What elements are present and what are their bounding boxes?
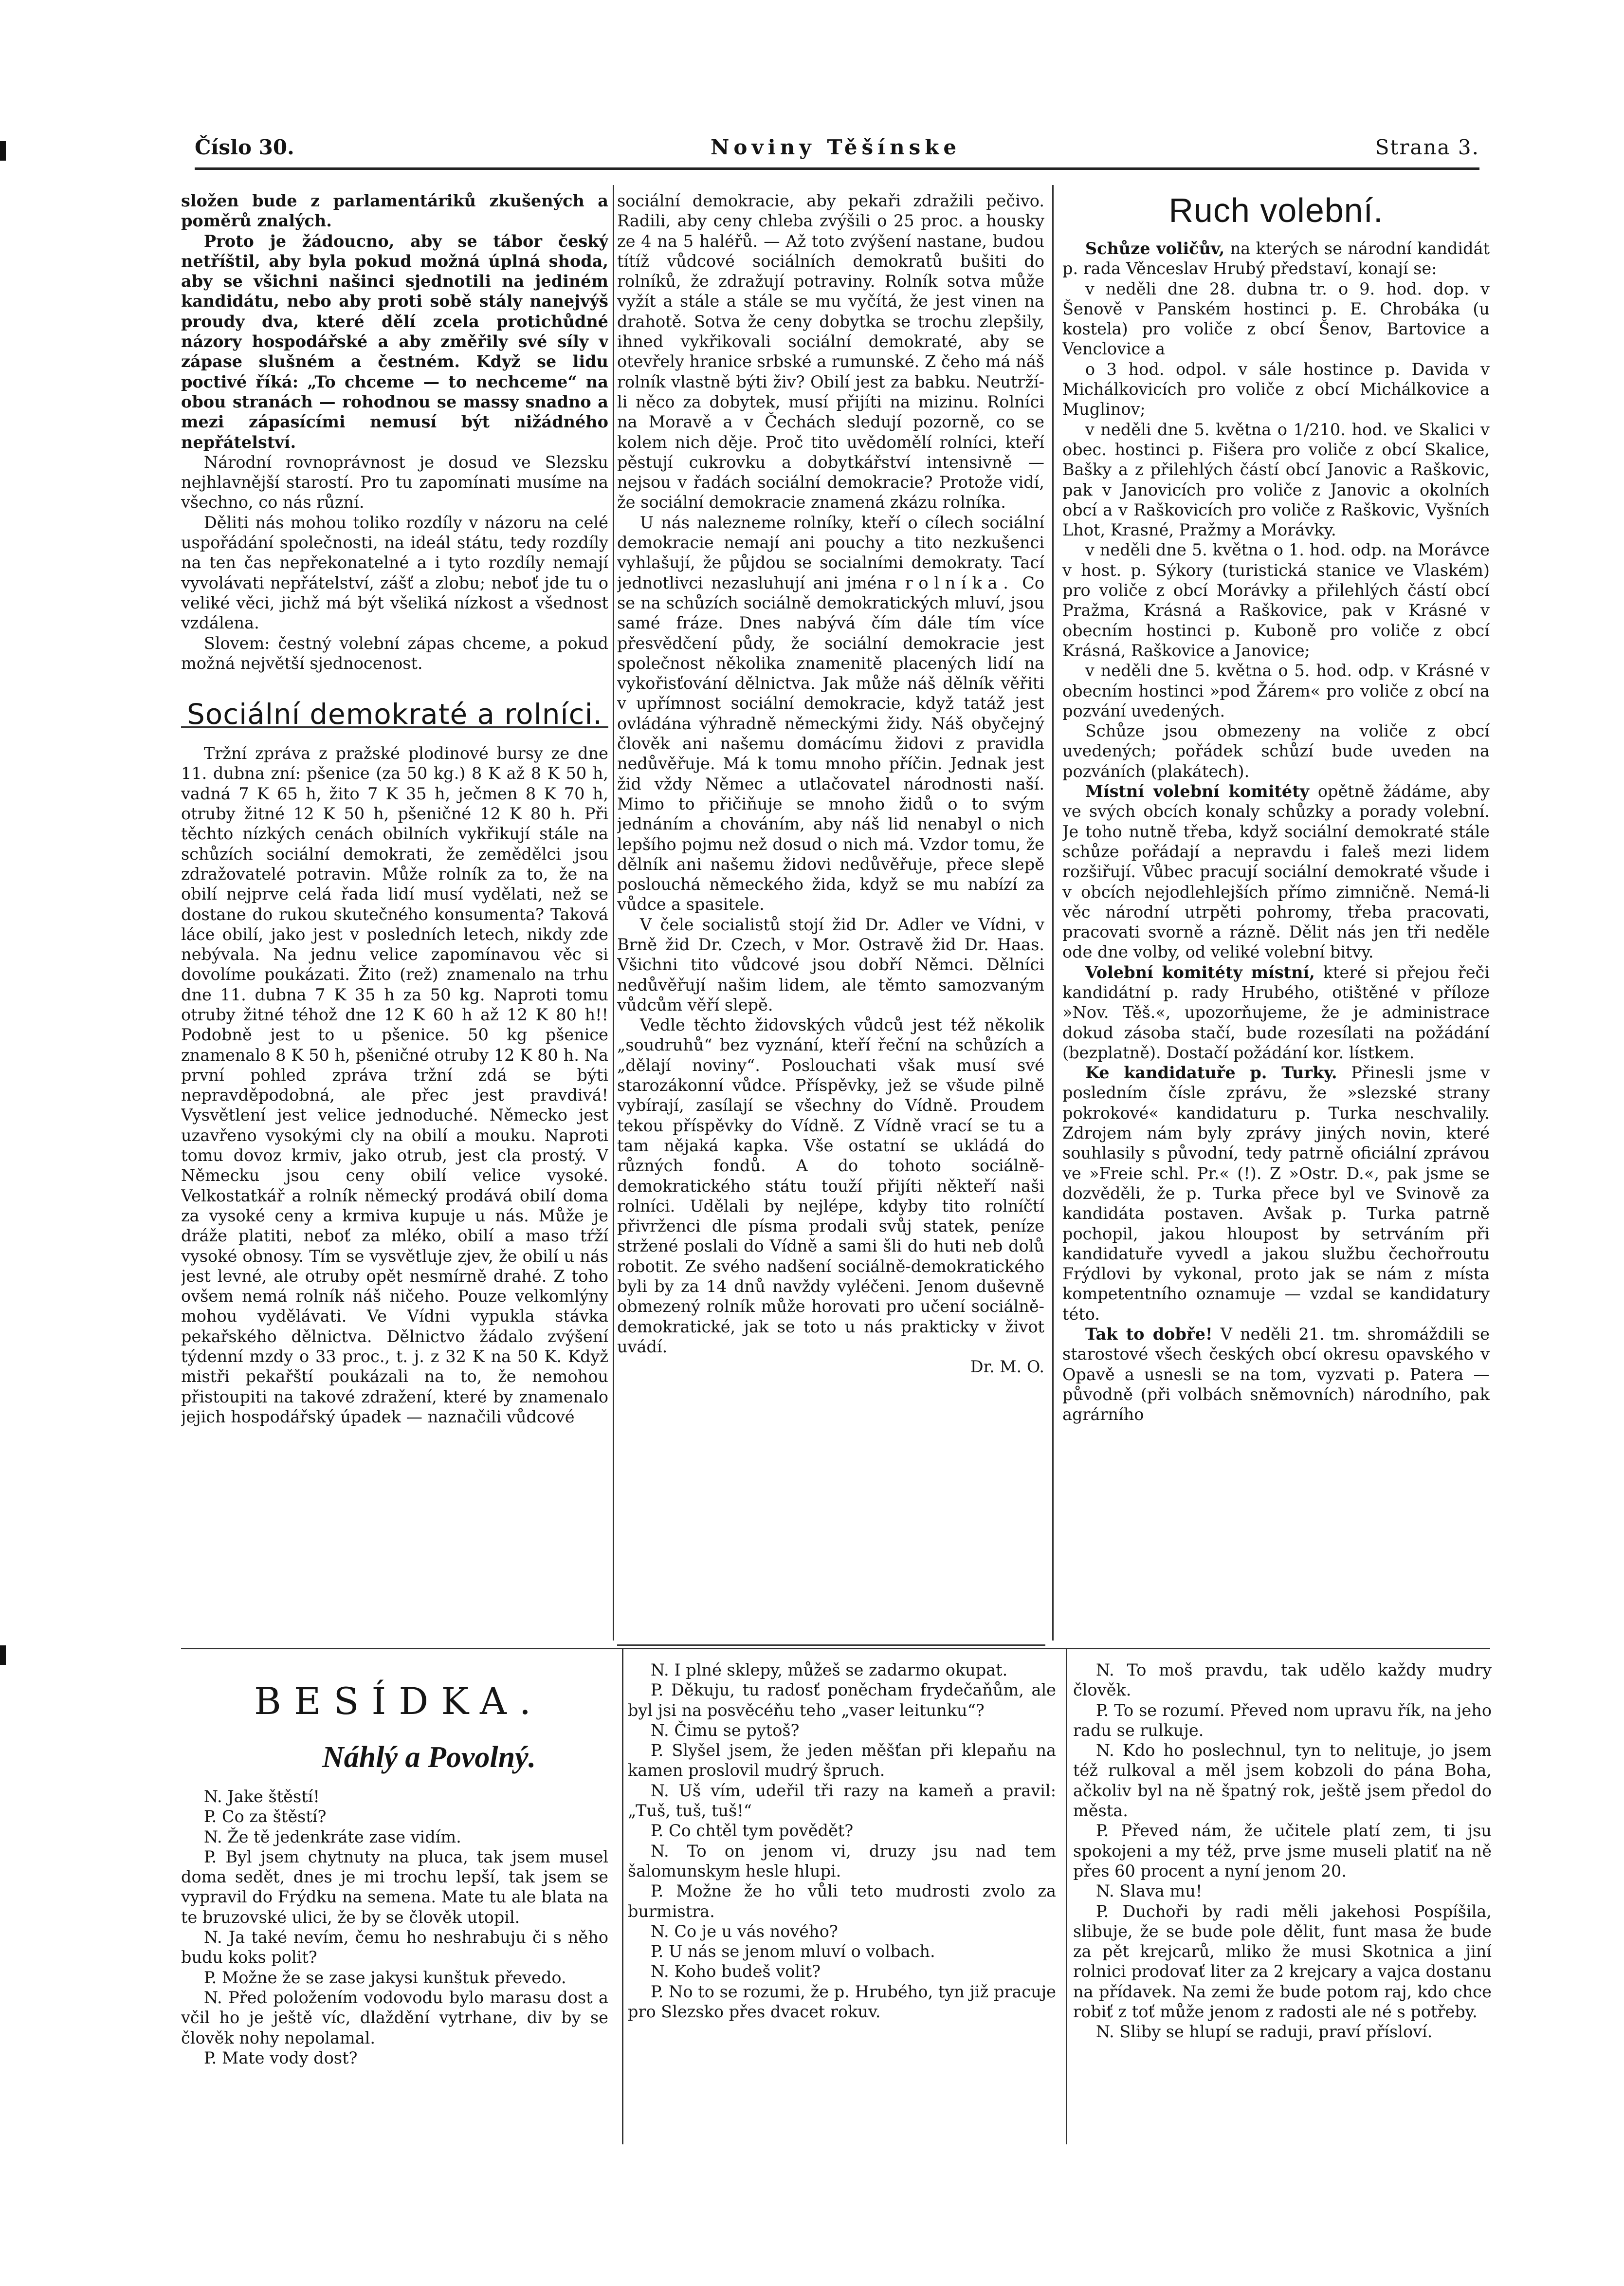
besidka-column-2 <box>628 1660 1056 2142</box>
article-paragraph: Proto je žádoucno, aby se tábor český netříštil, aby byla pokud možná úplná shoda, aby se všichni našinci sjednotili na jediném kandidátu, nebo aby proti sobě stály nanejvýš proudy dva, které dělí zcela protichůdné názory hospodářské a aby změřily své síly v zápase slušném a čestném. Když se lidu poctivé říká: „To chceme — to nechceme“ na obou stranách — rohodnou se massy snadno a mezi zápasícími nemusí být nižádného nepřátelství. <box>181 231 608 452</box>
dialogue-line: N. Že tě jedenkráte zase vidím. <box>203 1827 461 1846</box>
article-paragraph <box>617 513 1044 915</box>
article-paragraph: Tržní zpráva z pražské plodinové bursy ze dne 11. dubna zní: pšenice (za 50 kg.) 8 K až 8 K 50 h, vadná 7 K 65 h, žito 7 K 35 h, ječmen 8 K 70 h, otruby žitné 12 K 50 h, pšeničné 12 K 80 h. Při těchto nízkých cenách obilních vykřikují stále na schůzích sociální demokrati, že zemědělci jsou zdražovatelé potravin. Může rolník za to, že na obilí nejprve celá řada lidí musí vydělati, než se dostane do rukou skutečného konsumenta? Taková láce obilí, jako jest v posledních letech, nikdy zde nebývala. Na jednu velice zapomínavou věc si dovolíme poukázati. Žito (rež) znamenalo na trhu dne 11. dubna 7 K 35 h za 50 kg. Naproti tomu otruby žitné téhož dne 12 K 60 h až 12 K 80 h!! Podobně jest to u pšenice. 50 kg pšenice znamenalo 8 K 50 h, pšeničné otruby 12 K 80 h. Na první pohled zpráva tržní zdá se býti nepravděpodobná, ale přec jest pravdivá! Vysvětlení jest velice jednoduché. Německo jest uzavřeno vysokými cly na obilí a mouku. Naproti tomu dovoz krmiv, jako otrub, jest cla prostý. V Německu jsou ceny obilí velice vysoké. Velkostatkář a rolník německý prodává obilí doma za vysoké ceny a krmiva kupuje u nás. Může je dráže platiti, neboť za mléko, obilí a maso tŕží vysoké obnosy. Tím se vysvětluje zjev, že obilí u nás jest levné, ale otruby opět nesmírně drahé. Z toho ovšem nemá rolník náš ničeho. Pouze velkomlýny mohou vydělávati. Ve Vídni vypukla stávka pekařského dělnictva. Dělnictvo žádalo zvýšení týdenní mzdy o 33 proc., t. j. z 32 K na 50 K. Když mistři pekařští poukázali na to, že nemohou přistoupiti na takové zdražení, které by znamenalo jejich hospodářský úpadek — naznačili vůdcové <box>181 744 608 1426</box>
article-paragraph: Vedle těchto židovských vůdců jest též několik „soudruhů“ bez vyznání, kteří řeční na schůzích a „dělají noviny“. Poslouchati však musí své starozákonní vůdce. Příspěvky, jež se všude pilně vybírají, zasílají se všechny do Vídně. Proudem tekou příspěvky do Vídně. Z Vídně vrací se tu a tam nějaká kapka. Vše ostatní se ukládá do různých fondů. A do tohoto sociálně-demokratického státu touží přijíti někteří naši rolníci. Udělali by nejlépe, kdyby tito rolníčtí přivrženci dle písma prodali svůj statek, peníze stržené poslali do Vídně a sami šli do huti neb dolů robotit. Ze svého nadšení sociálně-demokratického byli by za 14 dnů navždy vyléčeni. Jenom duševně obmezený rolník může horovati pro učení sociálně-demokratické, jak se toto u nás prakticky v život uvádí. <box>617 1015 1044 1356</box>
dialogue-line: N. Uš vím, udeřil tři razy na kameň a pravil: „Tuš, tuš, tuš!“ <box>628 1781 1056 1821</box>
dialogue-line: N. Před položením vodovodu bylo marasu dost a včil ho je ještě víc, dlaždění vytrhane, div by se člověk nohy nepolamal. <box>181 1988 608 2047</box>
article-text: které si přejou řeči kandidátní p. rady Hrubého, otištěné v příloze »Nov. Těš.«, upozorňujeme, že je administrace dokud zásoba stačí, bude rozesílati na požádání (bezplatně). Dostačí požádání kor. lístkem. <box>1062 962 1490 1062</box>
article-column-2 <box>617 191 1044 1636</box>
page-header <box>195 135 1479 166</box>
article-paragraph: Národní rovnoprávnost je dosud ve Slezsku nejhlavnější starostí. Pro tu zapomínati musíme na všechno, co nás různí. <box>181 452 608 512</box>
article-text: na kterých se národní kandidát p. rada Věnceslav Hrubý představí, konají se: <box>1062 239 1490 278</box>
lead-phrase: Místní volební komitéty <box>1085 782 1310 801</box>
lead-phrase: Ke kandidatuře p. Turky. <box>1085 1063 1337 1083</box>
article-paragraph <box>1062 781 1490 962</box>
column-divider <box>622 1648 623 2144</box>
article-paragraph: složen bude z parlamentáriků zkušených a poměrů znalých. <box>181 191 608 231</box>
dialogue-line: P. Možne že se zase jakysi kunštuk převedo. <box>203 1968 566 1987</box>
article-paragraph <box>1062 239 1490 279</box>
lead-phrase: Tak to dobře! <box>1085 1325 1213 1344</box>
section-rule <box>181 1648 1490 1649</box>
newspaper-title: Noviny Těšínske <box>711 135 961 159</box>
article-text: U nás nalezneme rolníky, kteří o cílech sociální demokracie nemají ani pouchy a tito nezkušenci vyhlašují, že půjdou se socialními demokraty. Tací jednotlivci nezasluhují ani jména <box>617 513 1044 592</box>
article-paragraph: v neděli dne 5. května o 1. hod. odp. na Morávce v host. p. Sýkory (turistická stanice ve Vlaském) pro voliče z obcí Morávky a přilehlých částí obcí Pražma, Krásná a Raškovice, pak v Krásné v obecním hostinci p. Kuboně pro voliče z obcí Krásná, Raškovice a Janovice; <box>1062 540 1490 660</box>
dialogue-line: N. Sliby se hlupí se raduji, praví přísloví. <box>1095 2022 1433 2042</box>
article-paragraph: v neděli dne 5. května o 1/210. hod. ve Skalici v obec. hostinci p. Fišera pro voliče z obcí Skalice, Bašky a z přilehlých částí obcí Janovic a Raškovic, pak v Janovicích pro voliče z Janovic a okolních obcí a v Raškovicích pro voliče z Raškovic, Vyšních Lhot, Krasné, Pražmy a Morávky. <box>1062 420 1490 540</box>
dialogue-line: N. To on jenom vi, druzy jsu nad tem šalomunskym hesle hlupi. <box>628 1841 1056 1880</box>
article-paragraph: Schůze jsou obmezeny na voliče z obcí uvedených; pořádek schůzí bude uveden na pozváních (plakátech). <box>1062 721 1490 781</box>
dialogue-line: P. U nás se jenom mluví o volbach. <box>650 1942 935 1961</box>
article-column-3 <box>1062 191 1490 1641</box>
besidka-column-1 <box>181 1655 608 2142</box>
section-heading: Ruch volební. <box>1168 191 1384 229</box>
dialogue-line: P. Děkuju, tu radosť poněcham frydečaňům, ale byl jsi na posvěcéňu teho „vaser leitunku“? <box>628 1680 1056 1720</box>
article-paragraph: Slovem: čestný volební zápas chceme, a pokud možná největší sjednocenost. <box>181 633 608 673</box>
dialogue-line: P. Možne že ho vůli teto mudrosti zvolo za burmistra. <box>628 1881 1056 1921</box>
dialogue-line: P. Duchoři by radi měli jakehosi Pospíšila, slibuje, že se bude pole dělit, funt masa že bude za pět krejcarů, mliko že musi Skotnica a jiní rolnici prodovať liter za 2 krejcary a vajca dostanu na přídavek. Na zemi že bude potom raj, kdo chce robiť z toť může jenom z radosti ale né s potřeby. <box>1073 1901 1492 2022</box>
lead-phrase: Schůze voličův, <box>1085 239 1225 258</box>
margin-mark <box>0 1645 6 1665</box>
column-divider <box>613 185 614 1641</box>
lead-phrase: Volební komitéty místní, <box>1085 962 1315 982</box>
column-divider <box>1052 185 1054 1641</box>
dialogue-line: P. Převed nám, že učitele platí zem, ti jsu spokojeni a my též, prve jsme museli platiť na ně přes 60 procent a nyní jenom 20. <box>1073 1821 1492 1880</box>
column-divider <box>1066 1648 1067 2144</box>
dialogue-line: N. Čimu se pytoš? <box>650 1720 800 1740</box>
article-paragraph <box>1062 1063 1490 1324</box>
spaced-word: rolníka. <box>905 573 1014 592</box>
dialogue-line: P. Co chtěl tym povědět? <box>650 1821 854 1841</box>
header-rule <box>195 167 1479 170</box>
dialogue-line: N. Koho budeš volit? <box>650 1962 821 1981</box>
article-paragraph: V čele socialistů stojí žid Dr. Adler ve Vídni, v Brně žid Dr. Czech, v Mor. Ostravě žid Dr. Haas. Všichni tito vůdcové jsou dobří Němci. Dělníci nedůvěřují našim lidem, ale těmto samozvaným vůdcům věří slepě. <box>617 915 1044 1014</box>
dialogue-line: P. Co za štěstí? <box>203 1807 327 1826</box>
dialogue-line: N. Jake štěstí! <box>203 1787 320 1806</box>
article-paragraph <box>1062 962 1490 1063</box>
article-text: Přinesli jsme v posledním čísle zprávu, že »slezské strany pokrokové« kandidaturu p. Turka neschvalily. Zdrojem nám byly zprávy jiných novin, které souhlasily s původní, tedy patrně oficiální zprávou ve »Freie schl. Pr.« (!). Z »Ostr. D.«, pak jsme se dozvěděli, že p. Turka přece byl ve Svinově za kandidáta postaven. Avšak p. Turka patrně pochopil, jakou hloupost by setrváním při kandidatuře vyvedl a jakou službu čechořroutu Frýdlovi by vykonal, proto jak se nám z místa kompetentního oznamuje — vzdal se kandidatury této. <box>1062 1063 1490 1324</box>
article-paragraph: v neděli dne 28. dubna tr. o 9. hod. dop. v Šenově v Panském hostinci p. E. Chrobáka (u kostela) pro voliče z obcí Šenov, Bartovice a Venclovice a <box>1062 279 1490 359</box>
article-paragraph: Děliti nás mohou toliko rozdíly v názoru na celé uspořádání společnosti, na ideál státu, tedy rozdíly na ten čas nepřekonatelné a i tyto rozdíly nemají vyvolávati nepřátelství, zášť a zlobu; neboť jde tu o veliké věci, jichž má být všeliká nízkost a všednost vzdálena. <box>181 513 608 633</box>
article-paragraph <box>1062 1324 1490 1424</box>
article-paragraph: o 3 hod. odpol. v sále hostince p. Davida v Michálkovicích pro voliče z obcí Michálkovice a Muglinov; <box>1062 359 1490 419</box>
section-rule <box>617 1644 1045 1646</box>
page-number: Strana 3. <box>1375 135 1479 159</box>
dialogue-line: N. Co je u vás nového? <box>650 1921 838 1941</box>
section-heading: Sociální demokraté a rolníci. <box>186 698 603 731</box>
article-text: opětně žádáme, aby ve svých obcích konaly schůzky a porady volební. Je toho nutně třeba, když sociální demokraté stále schůze pořádají a nepravdu i faleš mezi lidem rozšiřují. Vůbec pracují sociální demokraté všude i v obcích nejodlehlejších přímo zimničně. Nemá-li věc národní utrpěti pohromy, třeba pracovati, pracovati svorně a rázně. Dělit nás jen tři neděle ode dne volby, od veliké volební bitvy. <box>1062 782 1490 962</box>
article-paragraph: sociální demokracie, aby pekaři zdražili pečivo. Radili, aby ceny chleba zvýšili o 25 proc. a housky ze 4 na 5 haléřů. — Až toto zvýšení nastane, budou títíž vůdcové sociálních demokratů bušiti do rolníků, že zdražují potraviny. Rolník sotva může vyžít a stále a stále se mu vyčítá, že jest vinen na drahotě. Sotva že ceny dobytka se trochu zlepšily, ihned vykřikovali sociální demokraté, aby se otevřely hranice srbské a rumunské. Z čeho má náš rolník vlastně býti živ? Obilí jest za babku. Neutrží-li něco za dobytek, musí přijíti na mizinu. Rolníci na Moravě a v Čechách sledují pozorně, co se kolem nich děje. Proč tito uvědomělí rolníci, kteří pěstují cukrovku a dobytkářství intensivně — nejsou v řadách sociální demokracie? Protože vidí, že sociální demokracie znamená zkázu rolníka. <box>617 191 1044 512</box>
article-text: Co se na schůzích sociálně demokratických mluví, jsou samé fráze. Dnes nabývá čím dále tím více přesvědčení půdy, že sociální demokracie jest společnost několika znamenitě placených lidí na vykořisťování dělnictva. Jak může náš dělník věřiti v upřímnost sociální demokracie, když tatáž jest ovládána výhradně německými židy. Náš obyčejný člověk ani našemu domácímu židovi z pravidla nedůvěřuje. Má k tomu mnoho příčin. Jednak jest žid vždy Němec a utlačovatel národnosti naší. Mimo to přičiňuje se mnoho židů o to svým jednáním a chováním, aby náš lid nenabyl o nich lepšího pojmu než dosud o nich má. Vzdor tomu, že dělník ani našemu židovi nedůvěřuje, přece slepě poslouchá německého žida, když se mu nabízí za vůdce a spasitele. <box>617 573 1044 914</box>
besidka-column-3 <box>1073 1660 1492 2142</box>
dialogue-line: P. Slyšel jsem, že jeden měšťan při klepaňu na kamen proslovil mudrý špruch. <box>628 1741 1056 1780</box>
article-column-1 <box>181 191 608 1636</box>
dialogue-line: P. Byl jsem chytnuty na pluca, tak jsem musel doma sedět, dnes je mi trochu lepší, tak jsem se vypravil do Frýdku na semena. Mate tu ale blata na te bruzovské ulici, že by se člověk utopil. <box>181 1847 608 1927</box>
dialogue-line: P. Mate vody dost? <box>203 2048 358 2067</box>
besidka-subtitle: Náhlý a Povolný. <box>322 1741 536 1774</box>
article-text: V neděli 21. tm. shromáždili se starostové všech českých obcí okresu opavského v Opavě a usnesli se na tom, vyzvati p. Patera — původně (při volbách sněmovních) národního, pak agrárního <box>1062 1325 1490 1424</box>
margin-mark <box>0 141 6 161</box>
dialogue-line: P. To se rozumí. Převed nom upravu řík, na jeho radu se rulkuje. <box>1073 1700 1492 1740</box>
dialogue-line: N. To moš pravdu, tak udělo každy mudry člověk. <box>1073 1660 1492 1700</box>
besidka-heading: BESÍDKA. <box>254 1679 544 1723</box>
article-paragraph: v neděli dne 5. května o 5. hod. odp. v Krásné v obecním hostinci »pod Žárem« pro voliče z obcí na pozvání uvedených. <box>1062 661 1490 720</box>
dialogue-line: P. No to se rozumi, že p. Hrubého, tyn již pracuje pro Slezsko přes dvacet rokuv. <box>628 1982 1056 2022</box>
dialogue-line: N. I plné sklepy, můžeš se zadarmo okupat. <box>650 1660 1008 1679</box>
issue-number: Číslo 30. <box>195 135 294 159</box>
dialogue-line: N. Kdo ho poslechnul, tyn to nelituje, jo jsem též rulkoval a měl jsem kobzoli do pána Boha, ačkoliv byl na ně špatný rok, ještě jsem předol do města. <box>1073 1741 1492 1821</box>
article-signature: Dr. M. O. <box>970 1357 1044 1377</box>
dialogue-line: N. Ja také nevím, čemu ho neshrabuju či s něho budu koks polit? <box>181 1928 608 1967</box>
dialogue-line: N. Slava mu! <box>1095 1881 1203 1901</box>
